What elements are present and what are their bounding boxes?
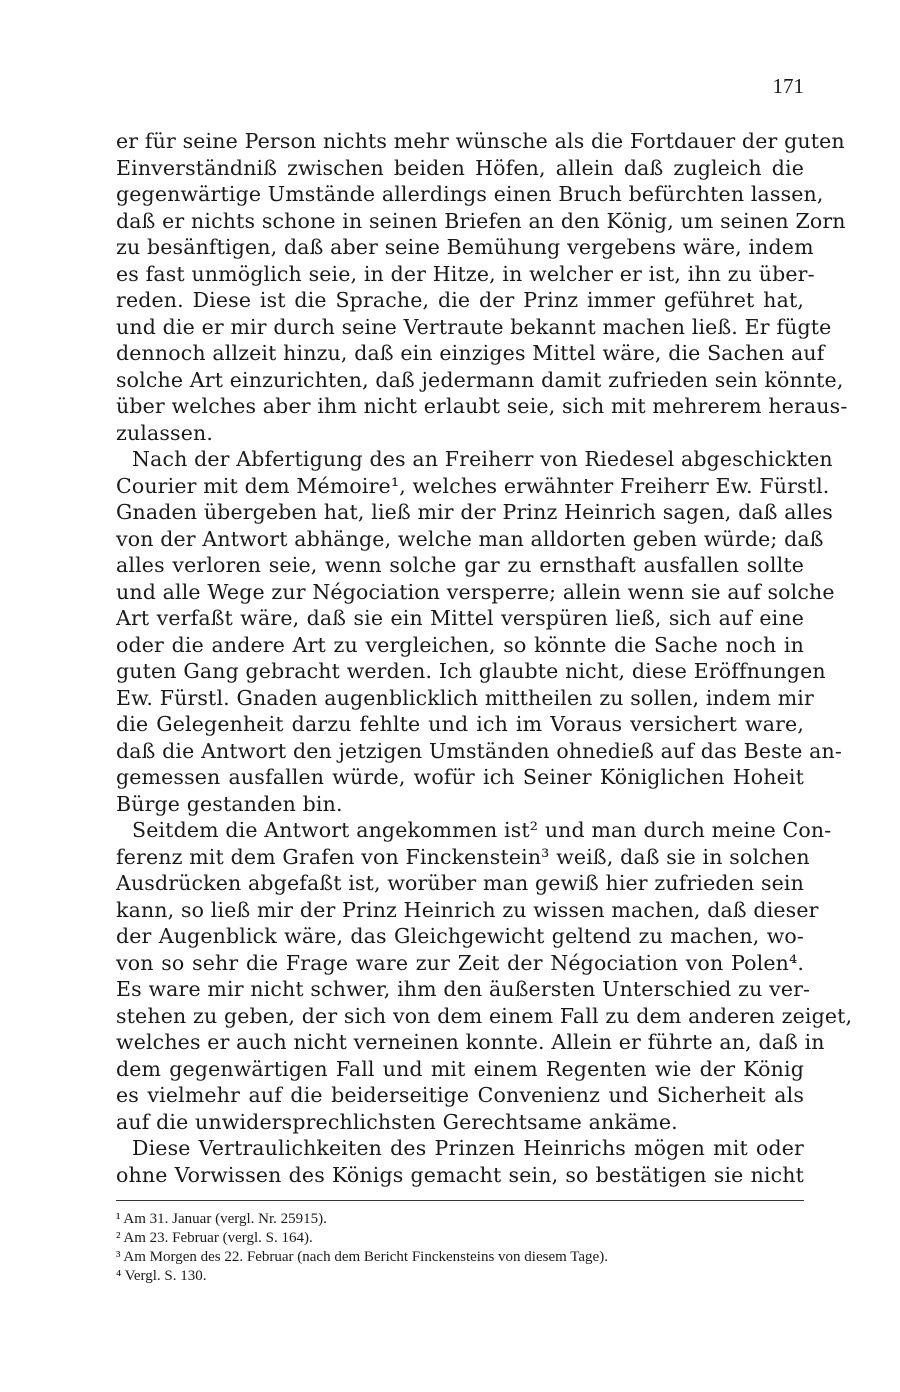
text-line: und die er mir durch seine Vertraute bekannt machen ließ. Er fügte: [116, 314, 832, 339]
text-line: Bürge gestanden bin.: [116, 791, 343, 816]
footnotes: [116, 1210, 816, 1286]
footnote-divider: [116, 1200, 804, 1201]
text-line: Diese Vertraulichkeiten des Prinzen Heinrichs mögen mit oder: [132, 1136, 804, 1160]
text-line: solche Art einzurichten, daß jedermann damit zufrieden sein könnte,: [116, 367, 844, 392]
text-line: er für seine Person nichts mehr wünsche als die Fortdauer der guten: [116, 129, 845, 153]
text-line: Seitdem die Antwort angekommen ist² und man durch meine Con-: [132, 818, 832, 842]
text-line: ohne Vorwissen des Königs gemacht sein, so bestätigen sie nicht: [116, 1162, 804, 1187]
text-line: ferenz mit dem Grafen von Finckenstein³ weiß, daß sie in solchen: [116, 844, 810, 869]
text-line: stehen zu geben, der sich von dem einem Fall zu dem anderen zeiget,: [116, 1003, 853, 1028]
text-line: gemessen ausfallen würde, wofür ich Seiner Königlichen Hoheit: [116, 765, 804, 789]
text-line: oder die andere Art zu vergleichen, so könnte die Sache noch in: [116, 632, 804, 657]
text-line: Einverständniß zwischen beiden Höfen, allein daß zugleich die: [116, 155, 804, 180]
footnote-2: ² Am 23. Februar (vergl. S. 164).: [116, 1230, 313, 1246]
main-text: [116, 128, 853, 1188]
text-line: die Gelegenheit darzu fehlte und ich im Voraus versichert ware,: [116, 712, 804, 736]
text-line: und alle Wege zur Négociation versperre; allein wenn sie auf solche: [116, 579, 835, 604]
text-line: Ew. Fürstl. Gnaden augenblicklich mittheilen zu sollen, indem mir: [116, 685, 814, 710]
text-line: es vielmehr auf die beiderseitige Convenienz und Sicherheit als: [116, 1083, 804, 1107]
text-line: Nach der Abfertigung des an Freiherr von Riedesel abgeschickten: [132, 447, 833, 471]
paragraph-1: [116, 128, 848, 446]
text-line: Art verfaßt wäre, daß sie ein Mittel verspüren ließ, sich auf eine: [116, 606, 804, 630]
text-line: Courier mit dem Mémoire¹, welches erwähnter Freiherr Ew. Fürstl.: [116, 473, 830, 498]
text-line: Es ware mir nicht schwer, ihm den äußersten Unterschied zu ver-: [116, 977, 811, 1001]
text-line: dem gegenwärtigen Fall und mit einem Regenten wie der König: [116, 1056, 804, 1081]
text-line: von der Antwort abhänge, welche man alldorten geben würde; daß: [116, 526, 824, 551]
text-line: reden. Diese ist die Sprache, die der Prinz immer geführet hat,: [116, 288, 804, 312]
text-line: dennoch allzeit hinzu, daß ein einziges Mittel wäre, die Sachen auf: [116, 341, 825, 365]
footnote-4: ⁴ Vergl. S. 130.: [116, 1268, 207, 1284]
footnote-1: ¹ Am 31. Januar (vergl. Nr. 25915).: [116, 1211, 327, 1227]
paragraph-2: [116, 446, 842, 817]
text-line: gegenwärtige Umstände allerdings einen Bruch befürchten lassen,: [116, 182, 824, 206]
text-line: Gnaden übergeben hat, ließ mir der Prinz Heinrich sagen, daß alles: [116, 500, 833, 524]
text-line: von so sehr die Frage ware zur Zeit der Négociation von Polen⁴.: [116, 950, 804, 975]
paragraph-3: [116, 817, 853, 1135]
text-line: zu besänftigen, daß aber seine Bemühung vergebens wäre, indem: [116, 235, 814, 259]
paragraph-4: [116, 1135, 804, 1188]
text-line: alles verloren seie, wenn solche gar zu ernsthaft ausfallen sollte: [116, 553, 804, 577]
text-line: auf die unwidersprechlichsten Gerechtsame ankäme.: [116, 1109, 678, 1134]
footnote-3: ³ Am Morgen des 22. Februar (nach dem Bericht Finckensteins von diesem Tage).: [116, 1249, 608, 1265]
text-line: der Augenblick wäre, das Gleichgewicht geltend zu machen, wo-: [116, 924, 804, 948]
text-line: Ausdrücken abgefaßt ist, worüber man gewiß hier zufrieden sein: [116, 871, 804, 895]
text-line: zulassen.: [116, 420, 214, 445]
page-number: 171: [772, 74, 804, 98]
text-line: guten Gang gebracht werden. Ich glaubte nicht, diese Eröffnungen: [116, 659, 826, 683]
text-line: daß die Antwort den jetzigen Umständen ohnedieß auf das Beste an-: [116, 738, 842, 763]
text-line: kann, so ließ mir der Prinz Heinrich zu wissen machen, daß dieser: [116, 897, 819, 922]
text-line: daß er nichts schone in seinen Briefen an den König, um seinen Zorn: [116, 208, 846, 233]
text-line: über welches aber ihm nicht erlaubt seie, sich mit mehrerem heraus-: [116, 394, 848, 418]
text-line: es fast unmöglich seie, in der Hitze, in welcher er ist, ihn zu über-: [116, 261, 815, 286]
text-line: welches er auch nicht verneinen konnte. Allein er führte an, daß in: [116, 1030, 825, 1054]
